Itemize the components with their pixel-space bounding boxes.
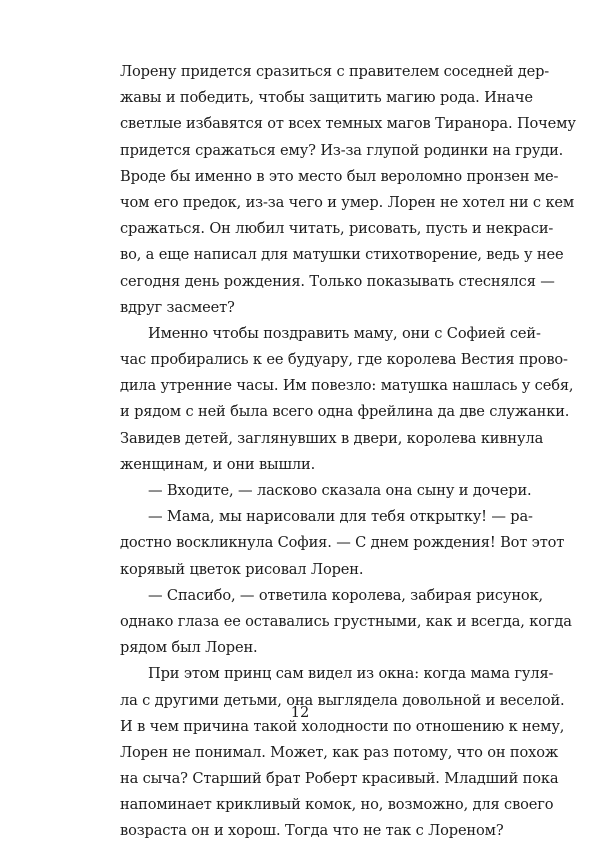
text-line: рядом был Лорен.: [120, 639, 258, 657]
text-line: вдруг засмеет?: [120, 298, 235, 316]
text-line: Лорен не понимал. Может, как раз потому, что он похож: [120, 743, 559, 761]
text-line: светлые избавятся от всех темных магов Тиранора. Почему: [120, 115, 576, 133]
text-line: сегодня день рождения. Только показывать стеснялся —: [120, 272, 555, 290]
text-line: ла с другими детьми, она выглядела довольной и веселой.: [120, 691, 565, 709]
body-text: [120, 59, 576, 845]
text-line: напоминает крикливый комок, но, возможно, для своего: [120, 796, 554, 814]
text-line: И в чем причина такой холодности по отношению к нему,: [120, 717, 565, 735]
text-line: Вроде бы именно в это место был вероломно пронзен ме-: [120, 167, 559, 185]
dialogue-line: — Входите, — ласково сказала она сыну и дочери.: [148, 482, 532, 499]
text-line: корявый цветок рисовал Лорен.: [120, 560, 364, 578]
text-line: При этом принц сам видел из окна: когда мама гуля-: [148, 665, 554, 683]
text-line: Лорену придется сразиться с правителем соседней дер-: [120, 63, 550, 80]
text-line: придется сражаться ему? Из-за глупой родинки на груди.: [120, 141, 564, 159]
text-line: чом его предок, из-за чего и умер. Лорен не хотел ни с кем: [120, 193, 575, 211]
page-number: 12: [290, 704, 310, 721]
dialogue-line: — Мама, мы нарисовали для тебя открытку! — ра-: [148, 508, 533, 526]
text-line: час пробирались к ее будуару, где королева Вестия прово-: [120, 351, 568, 369]
text-line: во, а еще написал для матушки стихотворение, ведь у нее: [120, 246, 564, 264]
text-line: дила утренние часы. Им повезло: матушка нашлась у себя,: [120, 377, 574, 395]
text-line: однако глаза ее оставались грустными, как и всегда, когда: [120, 612, 572, 630]
text-line: Именно чтобы поздравить маму, они с Софией сей-: [148, 324, 541, 342]
text-line: возраста он и хорош. Тогда что не так с Лореном?: [120, 822, 504, 840]
text-line: на сыча? Старший брат Роберт красивый. Младший пока: [120, 770, 559, 788]
dialogue-line: — Спасибо, — ответила королева, забирая рисунок,: [148, 586, 544, 604]
text-line: достно воскликнула София. — С днем рождения! Вот этот: [120, 534, 565, 552]
text-line: и рядом с ней была всего одна фрейлина да две служанки.: [120, 403, 570, 421]
text-line: сражаться. Он любил читать, рисовать, пусть и некраси-: [120, 220, 554, 238]
text-line: женщинам, и они вышли.: [120, 455, 316, 473]
text-line: Завидев детей, заглянувших в двери, королева кивнула: [120, 429, 544, 447]
text-line: жавы и победить, чтобы защитить магию рода. Иначе: [120, 89, 533, 107]
